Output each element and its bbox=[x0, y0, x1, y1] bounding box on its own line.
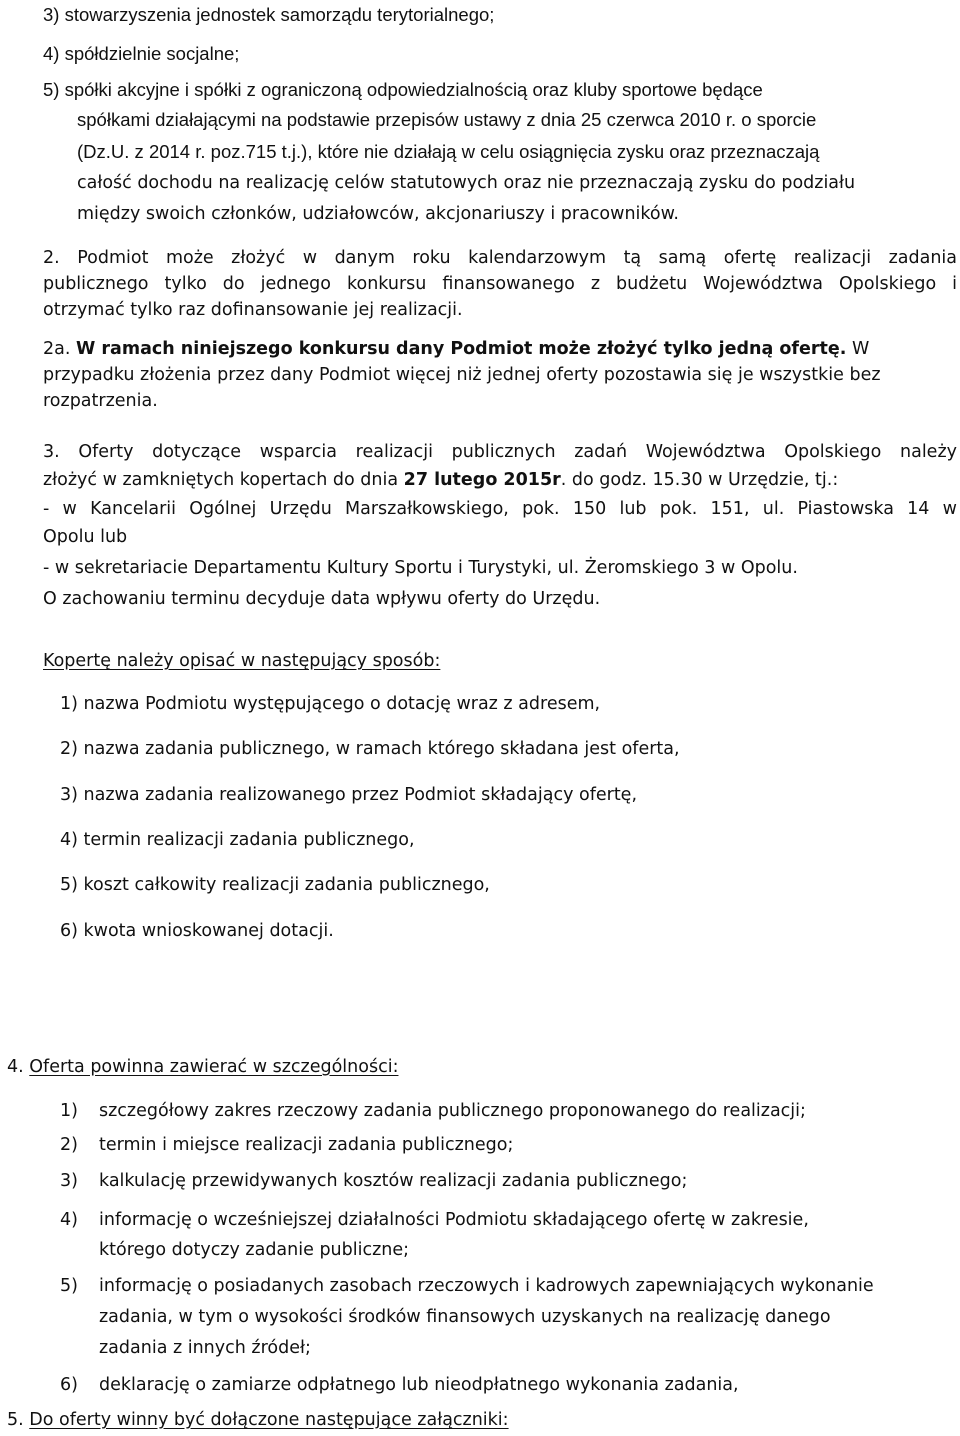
envelope-item: 4) termin realizacji zadania publicznego, bbox=[60, 830, 415, 850]
offer-item-text: informację o wcześniejszej działalności Podmiotu składającego ofertę w zakresie, bbox=[99, 1210, 809, 1230]
offer-item-number: 3) bbox=[60, 1171, 78, 1191]
envelope-item: 3) nazwa zadania realizowanego przez Podmiot składający ofertę, bbox=[60, 785, 638, 805]
paragraph-4-heading bbox=[7, 1056, 398, 1078]
paragraph-3-line-2-post: . do godz. 15.30 w Urzędzie, tj.: bbox=[560, 470, 839, 490]
offer-item-text: szczegółowy zakres rzeczowy zadania publicznego proponowanego do realizacji; bbox=[99, 1101, 806, 1121]
offer-item-number: 1) bbox=[60, 1101, 78, 1121]
list-item-4: 4) spółdzielnie socjalne; bbox=[43, 43, 240, 64]
paragraph-2-line-3: otrzymać tylko raz dofinansowanie jej realizacji. bbox=[43, 300, 463, 320]
paragraph-4-heading-text: Oferta powinna zawierać w szczególności: bbox=[29, 1057, 399, 1077]
offer-item-text: deklarację o zamiarze odpłatnego lub nieodpłatnego wykonania zadania, bbox=[99, 1375, 739, 1395]
paragraph-2a-line-2: przypadku złożenia przez dany Podmiot więcej niż jednej oferty pozostawia się je wszystkie bez bbox=[43, 365, 881, 385]
offer-item-text: zadania z innych źródeł; bbox=[99, 1338, 311, 1358]
offer-item-number: 2) bbox=[60, 1135, 78, 1155]
paragraph-3-line-2-pre: złożyć w zamkniętych kopertach do dnia bbox=[43, 470, 404, 490]
offer-item-text: którego dotyczy zadanie publiczne; bbox=[99, 1240, 410, 1260]
offer-item-text: informację o posiadanych zasobach rzeczowych i kadrowych zapewniających wykonanie bbox=[99, 1276, 874, 1296]
list-item-5-line-5: między swoich członków, udziałowców, akcjonariuszy i pracowników. bbox=[77, 204, 679, 224]
paragraph-2a-tail: W bbox=[852, 339, 870, 359]
offer-item-number: 4) bbox=[60, 1210, 78, 1230]
paragraph-3-line-5: - w sekretariacie Departamentu Kultury Sportu i Turystyki, ul. Żeromskiego 3 w Opolu. bbox=[43, 558, 798, 578]
list-item-5-line-4: całość dochodu na realizację celów statutowych oraz nie przeznaczają zysku do podziału bbox=[77, 173, 856, 193]
paragraph-2-line-2: publicznego tylko do jednego konkursu finansowanego z budżetu Województwa Opolskiego i bbox=[43, 274, 957, 294]
list-item-5-line-1: 5) spółki akcyjne i spółki z ograniczoną odpowiedzialnością oraz kluby sportowe będące bbox=[43, 79, 763, 100]
paragraph-2-line-1: 2. Podmiot może złożyć w danym roku kalendarzowym tą samą ofertę realizacji zadania bbox=[43, 248, 957, 268]
envelope-item: 1) nazwa Podmiotu występującego o dotację wraz z adresem, bbox=[60, 694, 601, 714]
offer-item-number: 5) bbox=[60, 1276, 78, 1296]
paragraph-5-heading bbox=[7, 1409, 509, 1431]
paragraph-3-line-1: 3. Oferty dotyczące wsparcia realizacji publicznych zadań Województwa Opolskiego należy bbox=[43, 442, 957, 462]
list-item-5-line-3 bbox=[77, 141, 819, 163]
paragraph-3-line-4: Opolu lub bbox=[43, 527, 128, 547]
paragraph-3-line-2 bbox=[43, 469, 838, 491]
deadline-date: 27 lutego 2015r bbox=[403, 470, 561, 490]
paragraph-2a-line-1 bbox=[43, 338, 869, 360]
offer-item-text: kalkulację przewidywanych kosztów realizacji zadania publicznego; bbox=[99, 1171, 688, 1191]
list-item-5-line-2: spółkami działającymi na podstawie przepisów ustawy z dnia 25 czerwca 2010 r. o sporcie bbox=[77, 109, 817, 130]
offer-item-text: termin i miejsce realizacji zadania publicznego; bbox=[99, 1135, 514, 1155]
legal-reference: (Dz.U. z 2014 r. poz.715 t.j. bbox=[77, 141, 302, 162]
paragraph-2a-bold: W ramach niniejszego konkursu dany Podmiot może złożyć tylko jedną ofertę. bbox=[76, 339, 847, 359]
list-item-5-line-3-tail: ), które nie działają w celu osiągnięcia zysku oraz przeznaczają bbox=[301, 141, 820, 162]
offer-item-number: 6) bbox=[60, 1375, 78, 1395]
paragraph-3-line-6: O zachowaniu terminu decyduje data wpływu oferty do Urzędu. bbox=[43, 589, 601, 609]
paragraph-2a-number: 2a. bbox=[43, 339, 71, 359]
envelope-item: 6) kwota wnioskowanej dotacji. bbox=[60, 921, 334, 941]
paragraph-2a-line-3: rozpatrzenia. bbox=[43, 391, 158, 411]
list-item-3: 3) stowarzyszenia jednostek samorządu terytorialnego; bbox=[43, 4, 495, 25]
offer-item-text: zadania, w tym o wysokości środków finansowych uzyskanych na realizację danego bbox=[99, 1307, 831, 1327]
envelope-heading bbox=[43, 650, 440, 672]
envelope-item: 5) koszt całkowity realizacji zadania publicznego, bbox=[60, 875, 490, 895]
paragraph-4-number: 4. bbox=[7, 1057, 24, 1077]
paragraph-5-heading-text: Do oferty winny być dołączone następujące załączniki: bbox=[29, 1410, 509, 1430]
envelope-heading-text: Kopertę należy opisać w następujący sposób: bbox=[43, 651, 441, 671]
paragraph-3-line-3: - w Kancelarii Ogólnej Urzędu Marszałkowskiego, pok. 150 lub pok. 151, ul. Piastowska 14 w bbox=[43, 499, 957, 519]
envelope-item: 2) nazwa zadania publicznego, w ramach którego składana jest oferta, bbox=[60, 739, 680, 759]
paragraph-5-number: 5. bbox=[7, 1410, 24, 1430]
